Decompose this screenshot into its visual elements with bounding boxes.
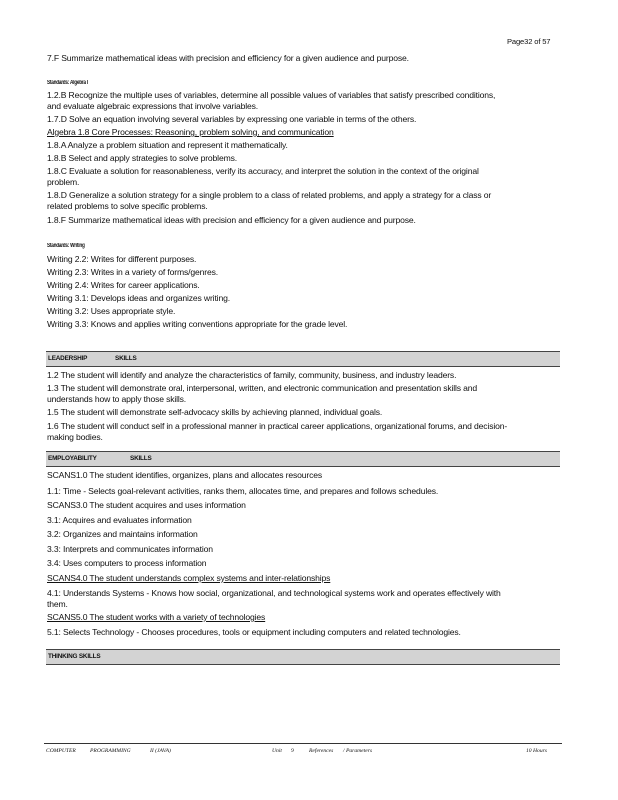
footer-course-b: PROGRAMMING xyxy=(90,748,131,754)
employability-line: 1.1: Time - Selects goal-relevant activities, ranks them, allocates time, and prepares and follows schedules. xyxy=(47,486,439,496)
algebra-core-line: 1.8.B Select and apply strategies to solve problems. xyxy=(47,153,237,163)
writing-line: Writing 3.3: Knows and applies writing conventions appropriate for the grade level. xyxy=(47,319,348,329)
leadership-line: understands how to apply those skills. xyxy=(47,394,187,404)
employability-line: 3.4: Uses computers to process information xyxy=(47,558,207,568)
writing-line: Writing 2.4: Writes for career applications. xyxy=(47,280,200,290)
employability-header-right: SKILLS xyxy=(130,455,152,462)
employability-line: them. xyxy=(47,599,68,609)
leadership-line: 1.3 The student will demonstrate oral, interpersonal, written, and electronic communication and presentation skills and xyxy=(47,383,478,393)
employability-line: SCANS1.0 The student identifies, organizes, plans and allocates resources xyxy=(47,470,323,480)
footer-topic-b: / Parameters xyxy=(343,748,373,754)
leadership-line: 1.2 The student will identify and analyze the characteristics of family, community, business, and industry leaders. xyxy=(47,370,457,380)
leadership-header-left: LEADERSHIP xyxy=(48,355,88,362)
employability-line: SCANS5.0 The student works with a variety of technologies xyxy=(47,612,266,622)
algebra-core-line: 1.8.A Analyze a problem situation and represent it mathematically. xyxy=(47,140,288,150)
writing-line: Writing 3.2: Uses appropriate style. xyxy=(47,306,176,316)
algebra-core-heading: Algebra 1.8 Core Processes: Reasoning, problem solving, and communication xyxy=(47,127,334,137)
footer-unit-number: 9 xyxy=(291,748,294,754)
algebra-core-line: related problems to solve specific problems. xyxy=(47,201,208,211)
algebra-core-line: 1.8.C Evaluate a solution for reasonableness, verify its accuracy, and interpret the solution in the context of the original xyxy=(47,166,479,176)
leadership-header-bar xyxy=(46,351,560,367)
footer-course-c: II (JAVA) xyxy=(150,748,171,754)
writing-standards-label: Standards: Writing xyxy=(47,243,85,249)
writing-line: Writing 2.3: Writes in a variety of forms/genres. xyxy=(47,267,218,277)
thinking-header-bar xyxy=(46,649,560,665)
leadership-line: 1.6 The student will conduct self in a professional manner in practical career applications, organizational forums, and decision- xyxy=(47,421,508,431)
leadership-line: 1.5 The student will demonstrate self-advocacy skills by achieving planned, individual goals. xyxy=(47,407,383,417)
algebra-standards-label: Standards: Algebra I xyxy=(47,80,88,86)
employability-line: 3.1: Acquires and evaluates information xyxy=(47,515,192,525)
algebra-core-line: 1.8.F Summarize mathematical ideas with precision and efficiency for a given audience and purpose. xyxy=(47,215,416,225)
footer-course-a: COMPUTER xyxy=(46,748,76,754)
footer-rule xyxy=(44,743,562,744)
footer-topic-a: References xyxy=(309,748,334,754)
writing-line: Writing 3.1: Develops ideas and organizes writing. xyxy=(47,293,230,303)
algebra-line: and evaluate algebraic expressions that involve variables. xyxy=(47,101,259,111)
employability-header-bar xyxy=(46,451,560,467)
algebra-core-line: problem. xyxy=(47,177,80,187)
leadership-line: making bodies. xyxy=(47,432,103,442)
employability-line: SCANS3.0 The student acquires and uses information xyxy=(47,500,246,510)
footer-hours: 10 Hours xyxy=(526,748,547,754)
writing-line: Writing 2.2: Writes for different purposes. xyxy=(47,254,197,264)
employability-line: 3.3: Interprets and communicates information xyxy=(47,544,213,554)
employability-line: 5.1: Selects Technology - Chooses procedures, tools or equipment including computers and related technologies. xyxy=(47,627,461,637)
employability-header-left: EMPLOYABILITY xyxy=(48,455,97,462)
algebra-core-line: 1.8.D Generalize a solution strategy for a single problem to a class of related problems, and apply a strategy for a class or xyxy=(47,190,492,200)
employability-line: 4.1: Understands Systems - Knows how social, organizational, and technological systems work and operates effectively with xyxy=(47,588,501,598)
algebra-line: 1.7.D Solve an equation involving several variables by expressing one variable in terms of the others. xyxy=(47,114,417,124)
employability-line: 3.2: Organizes and maintains information xyxy=(47,529,198,539)
thinking-header: THINKING SKILLS xyxy=(48,653,101,660)
page-number: Page32 of 57 xyxy=(507,37,551,46)
algebra-intro-line: 7.F Summarize mathematical ideas with precision and efficiency for a given audience and purpose. xyxy=(47,53,409,63)
leadership-header-right: SKILLS xyxy=(115,355,137,362)
employability-line: SCANS4.0 The student understands complex systems and inter-relationships xyxy=(47,573,331,583)
footer-unit-label: Unit xyxy=(272,748,282,754)
algebra-line: 1.2.B Recognize the multiple uses of variables, determine all possible values of variables that satisfy prescribed conditions, xyxy=(47,90,496,100)
